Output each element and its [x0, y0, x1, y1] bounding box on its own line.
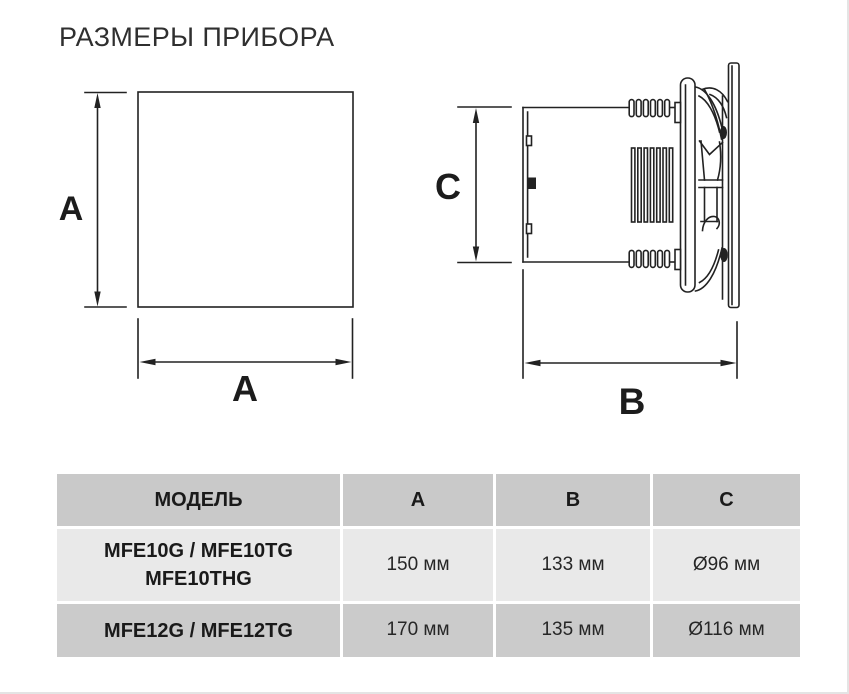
table-header-c-label: C [719, 489, 734, 511]
dimension-value: 133 мм [541, 553, 605, 575]
table-header-c [653, 474, 800, 526]
dimension-value: Ø96 мм [692, 553, 761, 575]
table-header-a-label: A [410, 489, 426, 511]
side-view-diagram [435, 63, 739, 422]
table-header-model [57, 474, 340, 526]
side-diameter-label: C [435, 166, 461, 207]
fan-housing [675, 78, 695, 292]
duct-vent-slats [632, 148, 673, 222]
front-height-label: A [58, 190, 84, 228]
table-cell-c-row1 [653, 529, 800, 601]
model-name: MFE10THG [145, 568, 252, 590]
dimension-value: 150 мм [386, 553, 450, 575]
table-cell-c-row2 [653, 604, 800, 657]
table-header-b-label: B [565, 489, 581, 511]
duct-corrugation-top [629, 100, 669, 117]
table-cell-b-row2 [496, 604, 650, 657]
dimension-value: 170 мм [386, 619, 450, 641]
dimension-c [435, 107, 511, 263]
page-title: РАЗМЕРЫ ПРИБОРА [59, 22, 335, 52]
front-view-diagram [59, 92, 353, 409]
front-width-label: A [232, 368, 258, 409]
table-cell-model-row2 [57, 604, 340, 657]
front-panel-outline [138, 92, 353, 307]
table-cell-model-row1 [57, 529, 340, 601]
duct-corrugation-bottom [629, 250, 669, 267]
model-name: MFE10G / MFE10TG [104, 540, 293, 562]
model-name: MFE12G / MFE12TG [104, 619, 293, 642]
table-header-a [343, 474, 493, 526]
dimension-b [523, 270, 737, 422]
table-cell-a-row2 [343, 604, 493, 657]
table-header-model-label: МОДЕЛЬ [154, 489, 243, 511]
dimension-a-horizontal [138, 319, 353, 409]
table-cell-b-row1 [496, 529, 650, 601]
table-header-b [496, 474, 650, 526]
dimension-value: 135 мм [541, 619, 605, 641]
dimension-a-vertical [59, 93, 126, 308]
table-cell-a-row1 [343, 529, 493, 601]
spec-table [57, 474, 800, 657]
front-panel-edge [729, 63, 740, 308]
side-depth-label: B [618, 381, 646, 422]
fan-impeller [696, 87, 728, 299]
dimension-value: Ø116 мм [688, 619, 765, 641]
